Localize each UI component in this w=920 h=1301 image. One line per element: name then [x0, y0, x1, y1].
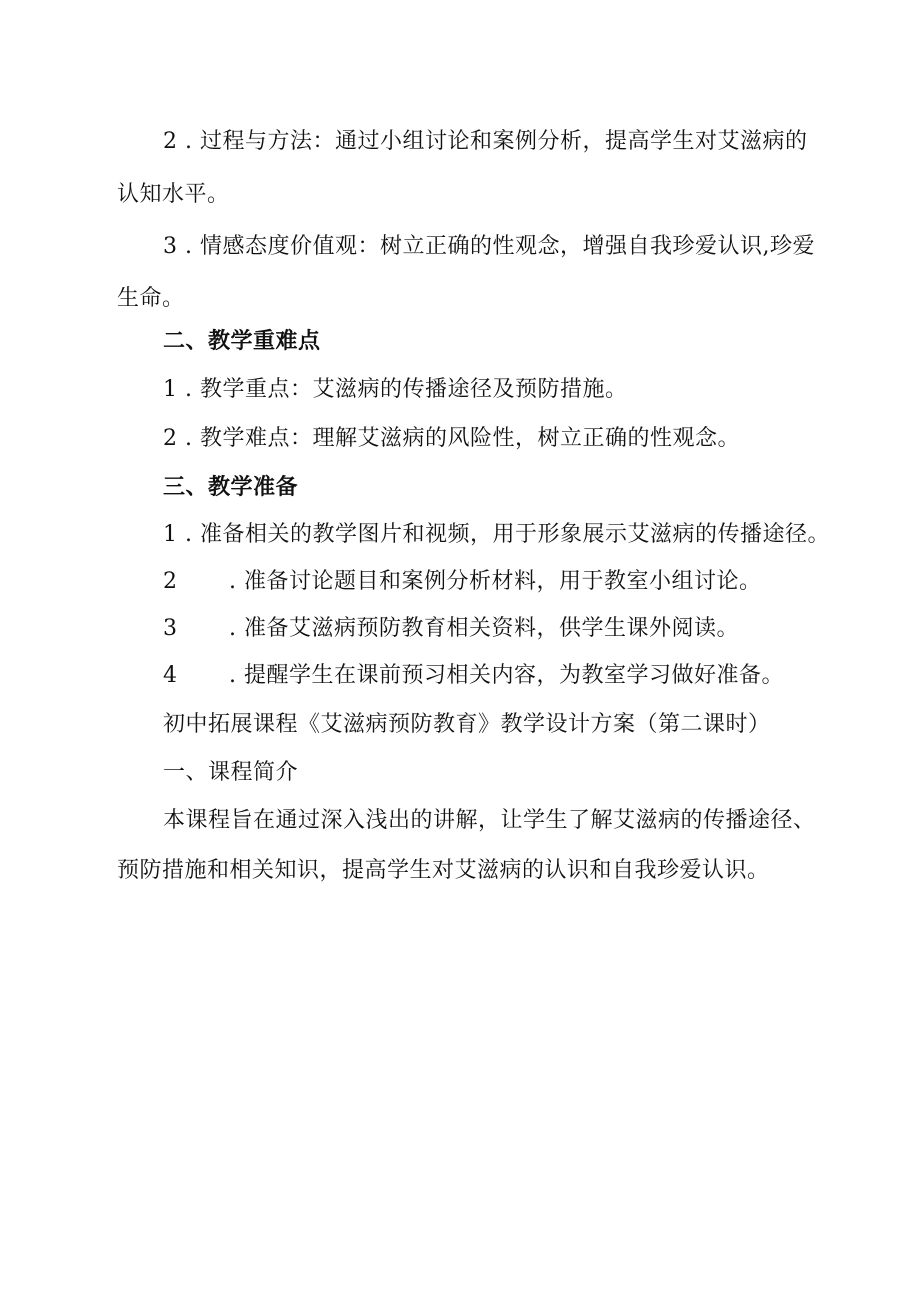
preparation-item-4-number: 4 [163, 663, 178, 688]
goal-item-2-line-1: 2 . 过程与方法：通过小组讨论和案例分析，提高学生对艾滋病的 [163, 129, 808, 154]
goal-item-2-line-2: 认知水平。 [117, 182, 230, 207]
lesson-2-title: 初中拓展课程《艾滋病预防教育》教学设计方案（第二课时） [163, 712, 771, 737]
course-intro-heading: 一、课程简介 [163, 760, 299, 785]
preparation-item-2-text: . 准备讨论题目和案例分析材料，用于教室小组讨论。 [229, 569, 762, 594]
key-point-item-2: 2 . 教学难点：理解艾滋病的风险性，树立正确的性观念。 [163, 426, 740, 451]
section-heading-key-difficult-points: 二、教学重难点 [163, 329, 321, 354]
course-intro-line-2: 预防措施和相关知识，提高学生对艾滋病的认识和自我珍爱认识。 [117, 858, 770, 883]
preparation-item-3-text: . 准备艾滋病预防教育相关资料，供学生课外阅读。 [229, 616, 739, 641]
preparation-item-2 [163, 567, 762, 597]
goal-item-3-line-1: 3 . 情感态度价值观：树立正确的性观念，增强自我珍爱认识,珍爱 [163, 234, 815, 259]
preparation-item-3 [163, 614, 739, 644]
preparation-item-2-number: 2 [163, 569, 178, 594]
section-heading-teaching-preparation: 三、教学准备 [163, 475, 299, 500]
preparation-item-4-text: . 提醒学生在课前预习相关内容，为教室学习做好准备。 [229, 663, 784, 688]
preparation-item-3-number: 3 [163, 616, 178, 641]
key-point-item-1: 1 . 教学重点：艾滋病的传播途径及预防措施。 [163, 377, 628, 402]
goal-item-3-line-2: 生命。 [117, 286, 185, 311]
preparation-item-1: 1 . 准备相关的教学图片和视频，用于形象展示艾滋病的传播途径。 [163, 522, 830, 547]
preparation-item-4 [163, 661, 784, 691]
course-intro-line-1: 本课程旨在通过深入浅出的讲解，让学生了解艾滋病的传播途径、 [163, 808, 816, 833]
